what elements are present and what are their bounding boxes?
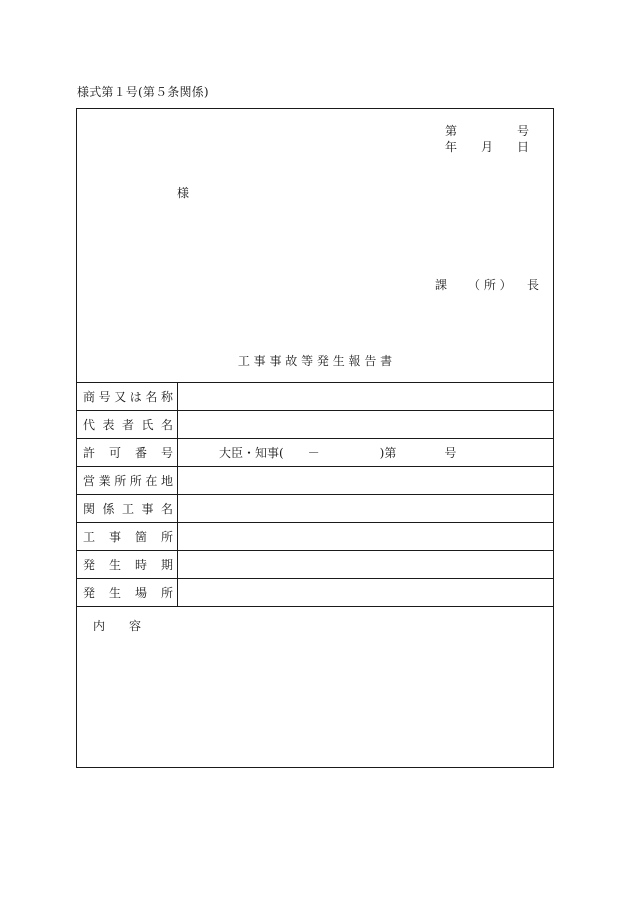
document-title: 工 事 事 故 等 発 生 報 告 書 xyxy=(237,354,393,368)
date-day: 日 xyxy=(517,140,530,154)
row-related-work xyxy=(77,494,553,522)
row-representative xyxy=(77,410,553,438)
row-occurrence-time xyxy=(77,550,553,578)
work-location-label: 工事箇所 xyxy=(83,530,173,544)
related-work-label: 関係工事名 xyxy=(83,502,173,516)
row-work-location xyxy=(77,522,553,550)
row-license-number xyxy=(77,438,553,466)
occurrence-place-label: 発生場所 xyxy=(83,586,173,600)
form-number-label: 様式第１号(第５条関係) xyxy=(77,85,209,99)
row-occurrence-place xyxy=(77,578,553,606)
row-company-name xyxy=(77,382,553,410)
row-office-address xyxy=(77,466,553,494)
content-label: 内 容 xyxy=(93,619,142,633)
company-name-label: 商号又は名称 xyxy=(83,390,173,404)
date-month: 月 xyxy=(481,140,494,154)
addressee-suffix: 様 xyxy=(177,186,190,200)
license-number-value: 大臣・知事( － )第 号 xyxy=(219,446,457,460)
signer-title-office: （ 所 ） xyxy=(468,278,512,292)
report-form-frame xyxy=(76,108,554,768)
report-number-suffix: 号 xyxy=(517,124,530,138)
date-year: 年 xyxy=(445,140,458,154)
signer-title-chief: 長 xyxy=(527,278,540,292)
occurrence-time-label: 発生時期 xyxy=(83,558,173,572)
office-address-label: 営業所所在地 xyxy=(83,474,173,488)
report-number-prefix: 第 xyxy=(445,124,458,138)
representative-label: 代表者氏名 xyxy=(83,418,173,432)
signer-title-section: 課 xyxy=(435,278,448,292)
license-number-label: 許可番号 xyxy=(83,446,173,460)
